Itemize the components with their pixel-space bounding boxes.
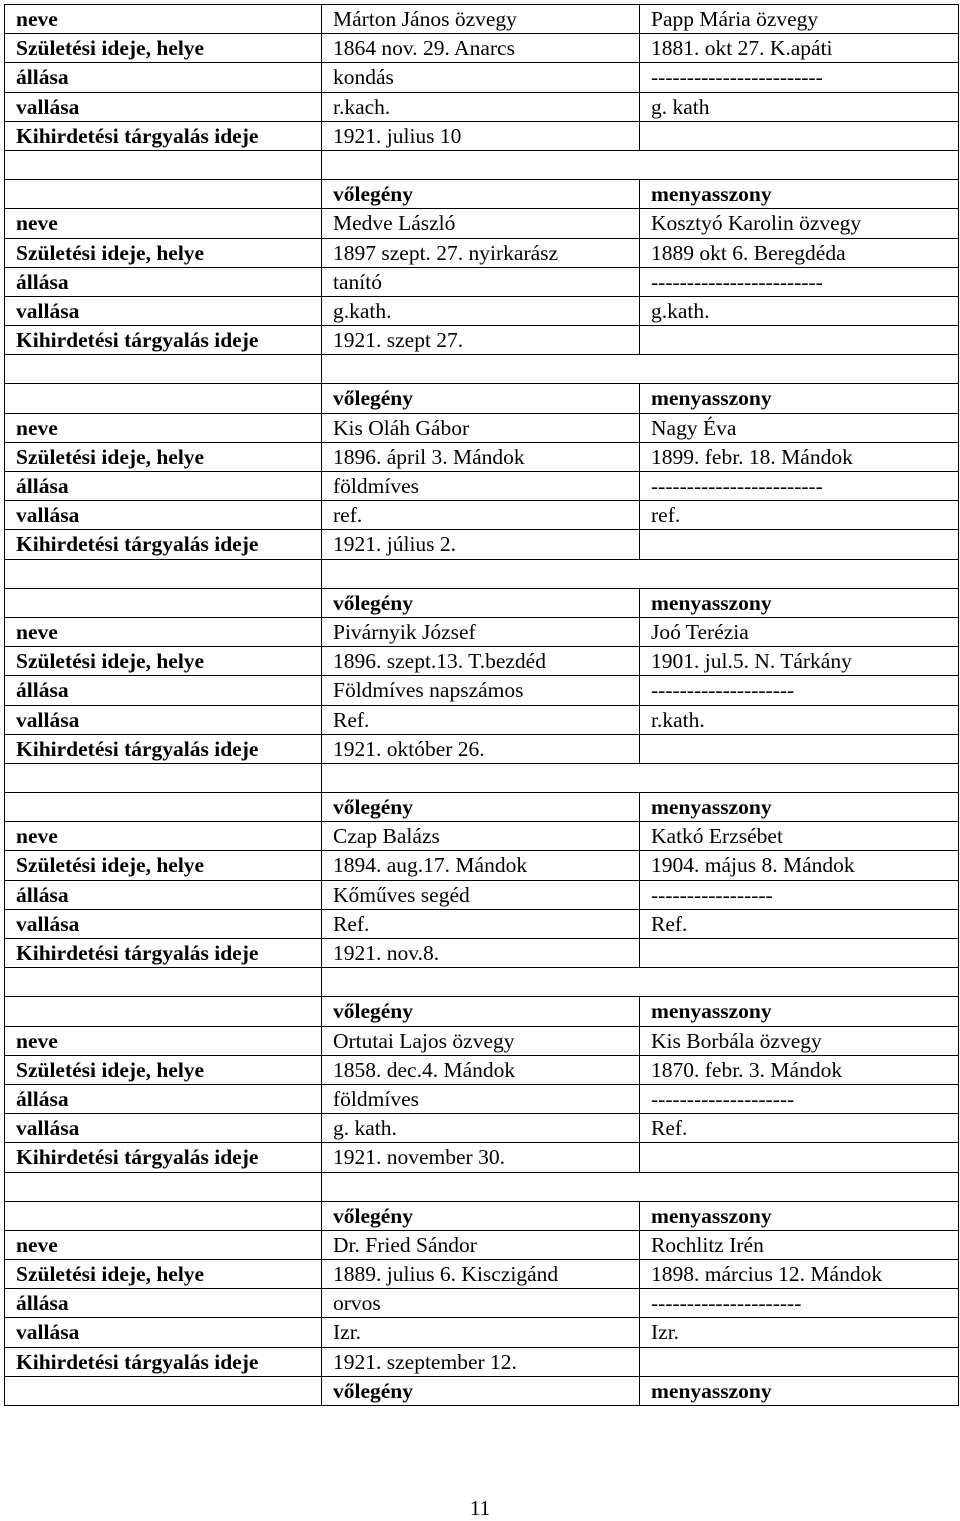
announcement-date: 1921. szeptember 12.	[322, 1347, 640, 1376]
announcement-row	[5, 734, 959, 763]
religion-row	[5, 1318, 959, 1347]
religion-label: vallása	[5, 1318, 322, 1347]
bride-name: Kis Borbála özvegy	[640, 1026, 959, 1055]
bride-occupation: ------------------------	[640, 472, 959, 501]
religion-row	[5, 501, 959, 530]
bride-heading: menyasszony	[640, 1201, 959, 1230]
groom-religion: g.kath.	[322, 296, 640, 325]
bride-heading: menyasszony	[640, 588, 959, 617]
groom-heading: vőlegény	[322, 1376, 640, 1405]
announcement-row	[5, 121, 959, 150]
empty-cell	[640, 121, 959, 150]
occupation-row	[5, 63, 959, 92]
name-label: neve	[5, 5, 322, 34]
bride-birth: 1898. március 12. Mándok	[640, 1260, 959, 1289]
groom-religion: g. kath.	[322, 1114, 640, 1143]
bride-religion: Ref.	[640, 909, 959, 938]
name-row	[5, 617, 959, 646]
spacer-row	[5, 968, 959, 997]
name-row	[5, 5, 959, 34]
empty-cell	[640, 530, 959, 559]
groom-name: Márton János özvegy	[322, 5, 640, 34]
groom-occupation: Kőműves segéd	[322, 880, 640, 909]
empty-cell	[5, 355, 322, 384]
groom-religion: ref.	[322, 501, 640, 530]
empty-cell	[5, 588, 322, 617]
empty-cell	[322, 968, 959, 997]
bride-name: Papp Mária özvegy	[640, 5, 959, 34]
bride-occupation: --------------------	[640, 676, 959, 705]
heading-row	[5, 588, 959, 617]
bride-heading: menyasszony	[640, 180, 959, 209]
groom-heading: vőlegény	[322, 793, 640, 822]
birth-label: Születési ideje, helye	[5, 442, 322, 471]
birth-row	[5, 851, 959, 880]
bride-religion: g. kath	[640, 92, 959, 121]
occupation-label: állása	[5, 1084, 322, 1113]
bride-religion: r.kath.	[640, 705, 959, 734]
groom-name: Pivárnyik József	[322, 617, 640, 646]
groom-occupation: orvos	[322, 1289, 640, 1318]
name-label: neve	[5, 413, 322, 442]
occupation-row	[5, 676, 959, 705]
empty-cell	[5, 1172, 322, 1201]
groom-name: Medve László	[322, 209, 640, 238]
bride-birth: 1901. jul.5. N. Tárkány	[640, 647, 959, 676]
heading-row	[5, 1376, 959, 1405]
groom-heading: vőlegény	[322, 588, 640, 617]
religion-row	[5, 1114, 959, 1143]
name-row	[5, 822, 959, 851]
empty-cell	[5, 793, 322, 822]
groom-heading: vőlegény	[322, 1201, 640, 1230]
announcement-label: Kihirdetési tárgyalás ideje	[5, 326, 322, 355]
name-label: neve	[5, 617, 322, 646]
announcement-date: 1921. nov.8.	[322, 939, 640, 968]
occupation-label: állása	[5, 63, 322, 92]
religion-label: vallása	[5, 501, 322, 530]
birth-row	[5, 442, 959, 471]
heading-row	[5, 997, 959, 1026]
empty-cell	[322, 1172, 959, 1201]
groom-religion: Ref.	[322, 705, 640, 734]
bride-heading: menyasszony	[640, 997, 959, 1026]
birth-label: Születési ideje, helye	[5, 1055, 322, 1084]
bride-birth: 1899. febr. 18. Mándok	[640, 442, 959, 471]
announcement-label: Kihirdetési tárgyalás ideje	[5, 734, 322, 763]
bride-religion: Izr.	[640, 1318, 959, 1347]
page-number: 11	[469, 1496, 491, 1520]
announcement-row	[5, 326, 959, 355]
empty-cell	[5, 1201, 322, 1230]
name-row	[5, 413, 959, 442]
birth-label: Születési ideje, helye	[5, 1260, 322, 1289]
name-label: neve	[5, 1026, 322, 1055]
groom-birth: 1896. szept.13. T.bezdéd	[322, 647, 640, 676]
occupation-label: állása	[5, 1289, 322, 1318]
birth-row	[5, 647, 959, 676]
religion-row	[5, 296, 959, 325]
spacer-row	[5, 355, 959, 384]
name-label: neve	[5, 209, 322, 238]
occupation-label: állása	[5, 472, 322, 501]
occupation-row	[5, 1084, 959, 1113]
announcement-label: Kihirdetési tárgyalás ideje	[5, 1143, 322, 1172]
marriage-register-table	[4, 4, 959, 1406]
bride-religion: g.kath.	[640, 296, 959, 325]
empty-cell	[5, 384, 322, 413]
announcement-date: 1921. július 2.	[322, 530, 640, 559]
bride-birth: 1889 okt 6. Beregdéda	[640, 238, 959, 267]
bride-occupation: -----------------	[640, 880, 959, 909]
bride-occupation: ---------------------	[640, 1289, 959, 1318]
name-row	[5, 1026, 959, 1055]
religion-label: vallása	[5, 1114, 322, 1143]
groom-birth: 1889. julius 6. Kisczigánd	[322, 1260, 640, 1289]
occupation-label: állása	[5, 267, 322, 296]
spacer-row	[5, 559, 959, 588]
occupation-row	[5, 472, 959, 501]
religion-label: vallása	[5, 705, 322, 734]
birth-row	[5, 1260, 959, 1289]
empty-cell	[5, 559, 322, 588]
groom-occupation: tanító	[322, 267, 640, 296]
empty-cell	[5, 1376, 322, 1405]
empty-cell	[5, 150, 322, 179]
bride-occupation: ------------------------	[640, 267, 959, 296]
groom-religion: Ref.	[322, 909, 640, 938]
empty-cell	[5, 180, 322, 209]
announcement-row	[5, 1143, 959, 1172]
religion-row	[5, 705, 959, 734]
heading-row	[5, 1201, 959, 1230]
occupation-row	[5, 880, 959, 909]
bride-name: Nagy Éva	[640, 413, 959, 442]
religion-label: vallása	[5, 909, 322, 938]
bride-heading: menyasszony	[640, 793, 959, 822]
bride-birth: 1870. febr. 3. Mándok	[640, 1055, 959, 1084]
birth-label: Születési ideje, helye	[5, 851, 322, 880]
spacer-row	[5, 150, 959, 179]
announcement-row	[5, 939, 959, 968]
religion-row	[5, 909, 959, 938]
groom-name: Ortutai Lajos özvegy	[322, 1026, 640, 1055]
groom-occupation: földmíves	[322, 472, 640, 501]
bride-birth: 1904. május 8. Mándok	[640, 851, 959, 880]
empty-cell	[5, 763, 322, 792]
groom-name: Dr. Fried Sándor	[322, 1230, 640, 1259]
announcement-label: Kihirdetési tárgyalás ideje	[5, 1347, 322, 1376]
bride-heading: menyasszony	[640, 1376, 959, 1405]
empty-cell	[640, 734, 959, 763]
empty-cell	[5, 968, 322, 997]
groom-occupation: földmíves	[322, 1084, 640, 1113]
groom-birth: 1897 szept. 27. nyirkarász	[322, 238, 640, 267]
groom-occupation: kondás	[322, 63, 640, 92]
name-row	[5, 1230, 959, 1259]
empty-cell	[322, 355, 959, 384]
religion-row	[5, 92, 959, 121]
announcement-label: Kihirdetési tárgyalás ideje	[5, 121, 322, 150]
announcement-date: 1921. julius 10	[322, 121, 640, 150]
groom-birth: 1858. dec.4. Mándok	[322, 1055, 640, 1084]
empty-cell	[5, 997, 322, 1026]
heading-row	[5, 180, 959, 209]
birth-row	[5, 1055, 959, 1084]
announcement-row	[5, 1347, 959, 1376]
bride-occupation: --------------------	[640, 1084, 959, 1113]
heading-row	[5, 793, 959, 822]
announcement-date: 1921. szept 27.	[322, 326, 640, 355]
occupation-label: állása	[5, 676, 322, 705]
empty-cell	[640, 939, 959, 968]
name-label: neve	[5, 1230, 322, 1259]
empty-cell	[640, 1347, 959, 1376]
groom-birth: 1894. aug.17. Mándok	[322, 851, 640, 880]
empty-cell	[322, 150, 959, 179]
bride-occupation: ------------------------	[640, 63, 959, 92]
empty-cell	[322, 559, 959, 588]
announcement-date: 1921. november 30.	[322, 1143, 640, 1172]
bride-name: Kosztyó Karolin özvegy	[640, 209, 959, 238]
empty-cell	[322, 763, 959, 792]
announcement-label: Kihirdetési tárgyalás ideje	[5, 530, 322, 559]
occupation-label: állása	[5, 880, 322, 909]
bride-religion: ref.	[640, 501, 959, 530]
announcement-date: 1921. október 26.	[322, 734, 640, 763]
empty-cell	[640, 326, 959, 355]
birth-label: Születési ideje, helye	[5, 647, 322, 676]
bride-name: Rochlitz Irén	[640, 1230, 959, 1259]
name-row	[5, 209, 959, 238]
bride-name: Joó Terézia	[640, 617, 959, 646]
groom-heading: vőlegény	[322, 180, 640, 209]
empty-cell	[640, 1143, 959, 1172]
groom-religion: r.kach.	[322, 92, 640, 121]
groom-name: Czap Balázs	[322, 822, 640, 851]
spacer-row	[5, 763, 959, 792]
groom-occupation: Földmíves napszámos	[322, 676, 640, 705]
groom-birth: 1864 nov. 29. Anarcs	[322, 34, 640, 63]
religion-label: vallása	[5, 296, 322, 325]
occupation-row	[5, 1289, 959, 1318]
groom-heading: vőlegény	[322, 384, 640, 413]
groom-heading: vőlegény	[322, 997, 640, 1026]
groom-name: Kis Oláh Gábor	[322, 413, 640, 442]
heading-row	[5, 384, 959, 413]
bride-name: Katkó Erzsébet	[640, 822, 959, 851]
bride-birth: 1881. okt 27. K.apáti	[640, 34, 959, 63]
bride-heading: menyasszony	[640, 384, 959, 413]
spacer-row	[5, 1172, 959, 1201]
religion-label: vallása	[5, 92, 322, 121]
groom-birth: 1896. ápril 3. Mándok	[322, 442, 640, 471]
birth-row	[5, 238, 959, 267]
birth-label: Születési ideje, helye	[5, 238, 322, 267]
occupation-row	[5, 267, 959, 296]
name-label: neve	[5, 822, 322, 851]
groom-religion: Izr.	[322, 1318, 640, 1347]
register-body	[5, 5, 959, 1406]
announcement-row	[5, 530, 959, 559]
announcement-label: Kihirdetési tárgyalás ideje	[5, 939, 322, 968]
bride-religion: Ref.	[640, 1114, 959, 1143]
birth-row	[5, 34, 959, 63]
birth-label: Születési ideje, helye	[5, 34, 322, 63]
